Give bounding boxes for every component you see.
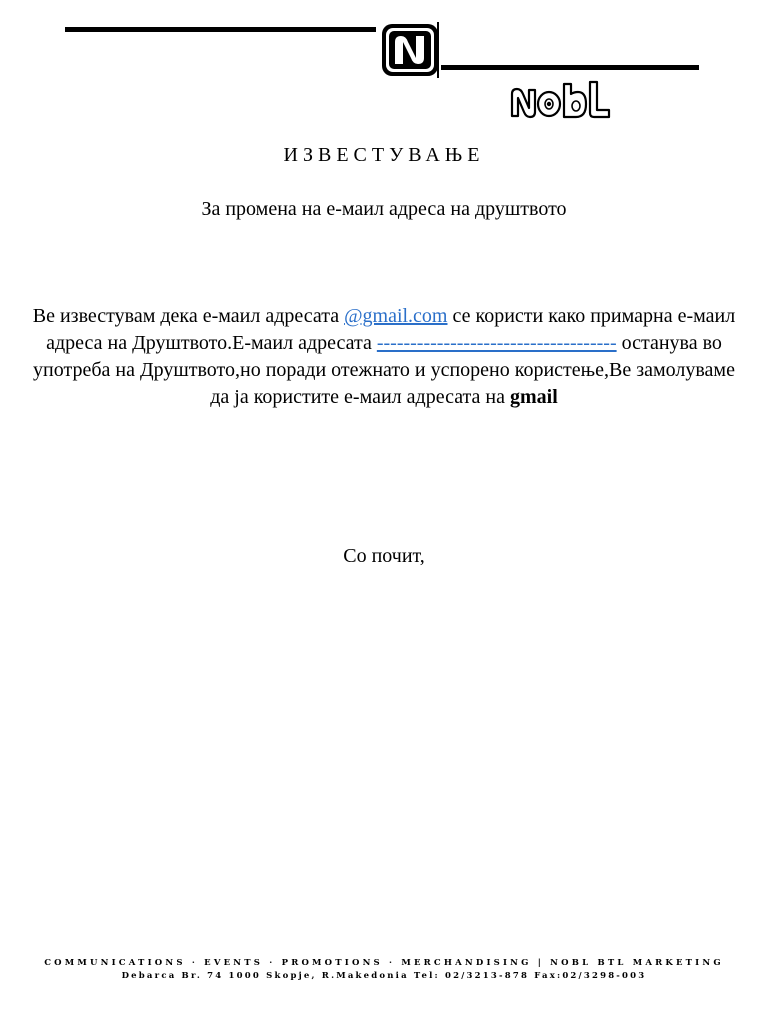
dashed-email-link[interactable]: ------------------------------------ bbox=[376, 332, 617, 354]
document-body bbox=[30, 303, 738, 411]
header-rule-left bbox=[65, 27, 376, 32]
closing-salutation: Со почит, bbox=[343, 545, 425, 567]
body-text-part2: се користи како примарна е-маил адреса на Друштвото.Е-маил адресата bbox=[46, 305, 736, 354]
email-link[interactable]: @gmail.com bbox=[344, 305, 448, 327]
footer-address-line: Debarca Br. 74 1000 Skopje, R.Makedonia Tel: 02/3213-878 Fax:02/3298-003 bbox=[121, 971, 647, 981]
body-text-part1: Ве известувам дека е-маил адресата bbox=[32, 305, 345, 327]
header-rule-right bbox=[441, 65, 699, 70]
body-text-part3: останува во употреба на Друштвото,но поради отежнато и успорено користење,Ве замолуваме да ја користите е-маил адресата на bbox=[33, 332, 735, 408]
nobl-wordmark-logo bbox=[508, 80, 614, 120]
document-title: ИЗВЕСТУВАЊЕ bbox=[283, 144, 485, 166]
footer bbox=[0, 957, 768, 983]
nobl-monogram-logo bbox=[380, 22, 440, 78]
svg-text:NOBL: NOBL bbox=[561, 119, 564, 120]
footer-services-line: COMMUNICATIONS · EVENTS · PROMOTIONS · MERCHANDISING | NOBL BTL MARKETING bbox=[44, 958, 724, 968]
gmail-bold-word: gmail bbox=[510, 386, 558, 408]
document-subtitle: За промена на е-маил адреса на друштвото bbox=[201, 198, 567, 220]
